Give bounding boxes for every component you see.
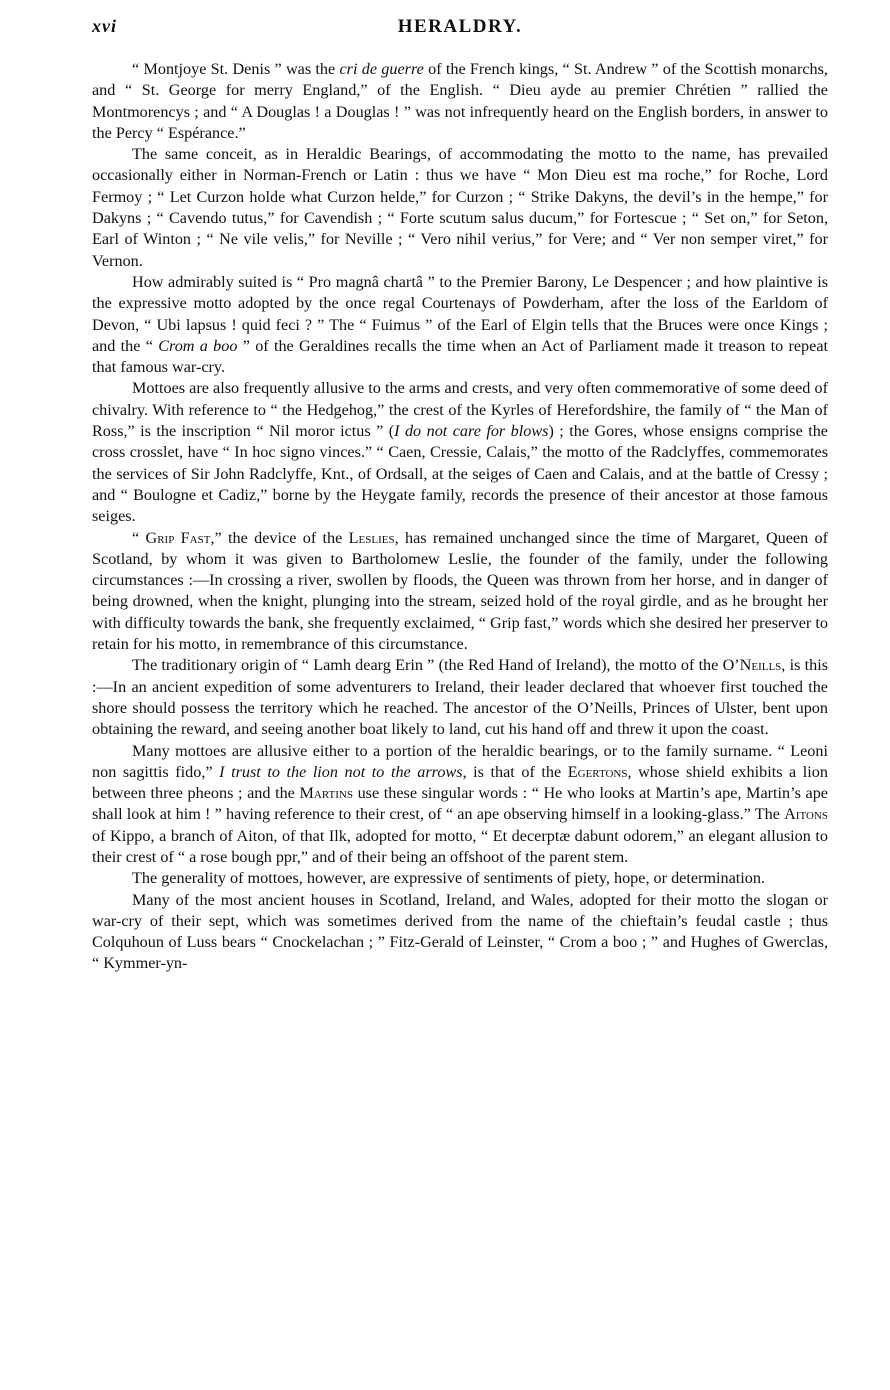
paragraph <box>92 378 828 527</box>
text-run: “ <box>132 528 146 547</box>
paragraph <box>92 890 828 975</box>
page-number: xvi <box>92 16 117 36</box>
small-caps-name: Leslies <box>348 528 395 547</box>
small-caps-name: Neills <box>739 656 782 675</box>
paragraph <box>92 59 828 144</box>
small-caps-name: Grip Fast <box>145 528 211 547</box>
text-run: , has remained unchanged since the time of Margaret, Queen of Scotland, by whom it was given to Bartholomew Leslie, the founder of the family, under the following circumstances :—In crossing a river, swollen by floods, the Queen was thrown from her horse, and in danger of being drowned, when the knight, plunging into the stream, seized hold of the royal girdle, and as he brought her with difficulty towards the bank, she frequently exclaimed, “ Grip fast,” words which she desired her preserver to retain for his motto, in remembrance of this circumstance. <box>92 528 829 654</box>
small-caps-name: Egertons <box>567 762 628 781</box>
small-caps-name: Aitons <box>784 805 828 824</box>
text-run: , is this :—In an ancient expedition of some adventurers to Ireland, their leader declared that whoever first touched the shore should possess the territory which he reached. The ancestor of the O’Neills, Princes of Ulster, bent upon obtaining the reward, and seeing another boat likely to land, cut his hand off and threw it upon the coast. <box>92 656 828 739</box>
text-run: ,” the device of the <box>210 528 349 547</box>
body-text <box>92 59 828 975</box>
paragraph <box>92 272 828 378</box>
paragraph <box>92 144 828 272</box>
small-caps-name: Martins <box>299 784 353 803</box>
paragraph <box>92 528 828 656</box>
text-run: Many mottoes are allusive either to a portion of the heraldic bearings, or to the family surname. “ Leoni non sagittis fido,” <box>92 741 828 781</box>
text-run: The traditionary origin of “ Lamh dearg Erin ” (the Red Hand of Ireland), the motto of the O’ <box>132 656 740 675</box>
text-run: The generality of mottoes, however, are expressive of sentiments of piety, hope, or determination. <box>132 869 766 888</box>
page-header <box>92 0 828 40</box>
text-run: , is that of the <box>462 762 568 781</box>
italic-text: cri de guerre <box>339 60 424 78</box>
text-run: Many of the most ancient houses in Scotland, Ireland, and Wales, adopted for their motto the slogan or war-cry of their sept, which was sometimes derived from the name of the chieftain’s feudal castle ; thus Colquhoun of Luss bears “ Cnockelachan ; ” Fitz-Gerald of Leinster, “ Crom a boo ; ” and Hughes of Gwerclas, “ Kymmer-yn- <box>92 890 828 973</box>
paragraph <box>92 655 828 740</box>
running-head: HERALDRY. <box>397 16 523 37</box>
text-run: of Kippo, a branch of Aiton, of that Ilk, adopted for motto, “ Et decerptæ dabunt odorem,” an elegant allusion to their crest of “ a rose bough ppr,” and of their being an offshoot of the parent stem. <box>92 826 828 866</box>
text-run: “ Montjoye St. Denis ” was the <box>132 60 340 78</box>
text-run: The same conceit, as in Heraldic Bearings, of accommodating the motto to the name, has prevailed occasionally either in Norman-French or Latin : thus we have “ Mon Dieu est ma roche,” for Roche, Lord Fermoy ; “ Let Curzon holde what Curzon helde,” for Curzon ; “ Strike Dakyns, the devil’s in the hempe,” for Dakyns ; “ Cavendo tutus,” for Cavendish ; “ Forte scutum salus ducum,” for Fortescue ; “ Set on,” for Seton, Earl of Winton ; “ Ne vile velis,” for Neville ; “ Vero nihil verius,” for Vere; and “ Ver non semper viret,” for Vernon. <box>92 145 828 270</box>
text-run: ) ; the Gores, whose ensigns comprise the cross crosslet, have “ In hoc signo vinces.” “ Caen, Cressie, Calais,” the motto of the Radclyffes, commemorates the services of Sir John Radclyffe, Knt., of Ordsall, at the seiges of Caen and Calais, and at the battle of Cressy ; and “ Boulogne et Cadiz,” borne by the Heygate family, records the presence of their ancestor at those famous seiges. <box>92 422 828 526</box>
text-run: use these singular words : “ He who looks at Martin’s ape, Martin’s ape shall look at him ! ” having reference to their crest, of “ an ape observing himself in a looking-glass.” The <box>92 784 828 824</box>
text-run: How admirably suited is “ Pro magnâ chartâ ” to the Premier Barony, Le Despencer ; and how plaintive is the expressive motto adopted by the once regal Courtenays of Powderham, after the loss of the Earldom of Devon, “ Ubi lapsus ! quid feci ? ” The “ Fuimus ” of the Earl of Elgin tells that the Bruces were once Kings ; and the “ <box>92 272 828 355</box>
paragraph <box>92 868 828 889</box>
italic-text: I trust to the lion not to the arrows <box>219 762 463 781</box>
italic-text: Crom a boo <box>158 336 238 355</box>
text-run: ” of the Geraldines recalls the time when an Act of Parliament made it treason to repeat that famous war-cry. <box>92 336 829 377</box>
italic-text: I do not care for blows <box>394 422 549 441</box>
text-run: , whose shield exhibits a lion between three pheons ; and the <box>92 762 828 803</box>
paragraph <box>92 741 828 869</box>
text-run: Mottoes are also frequently allusive to the arms and crests, and very often commemorative of some deed of chivalry. With reference to “ the Hedgehog,” the crest of the Kyrles of Herefordshire, the family of “ the Man of Ross,” is the inscription “ Nil moror ictus ” ( <box>92 379 828 441</box>
text-run: of the French kings, “ St. Andrew ” of the Scottish monarchs, and “ St. George for merry England,” of the English. “ Dieu ayde au premier Chrétien ” rallied the Montmorencys ; and “ A Douglas ! a Douglas ! ” was not infrequently heard on the English borders, in answer to the Percy “ Espérance.” <box>92 60 828 142</box>
